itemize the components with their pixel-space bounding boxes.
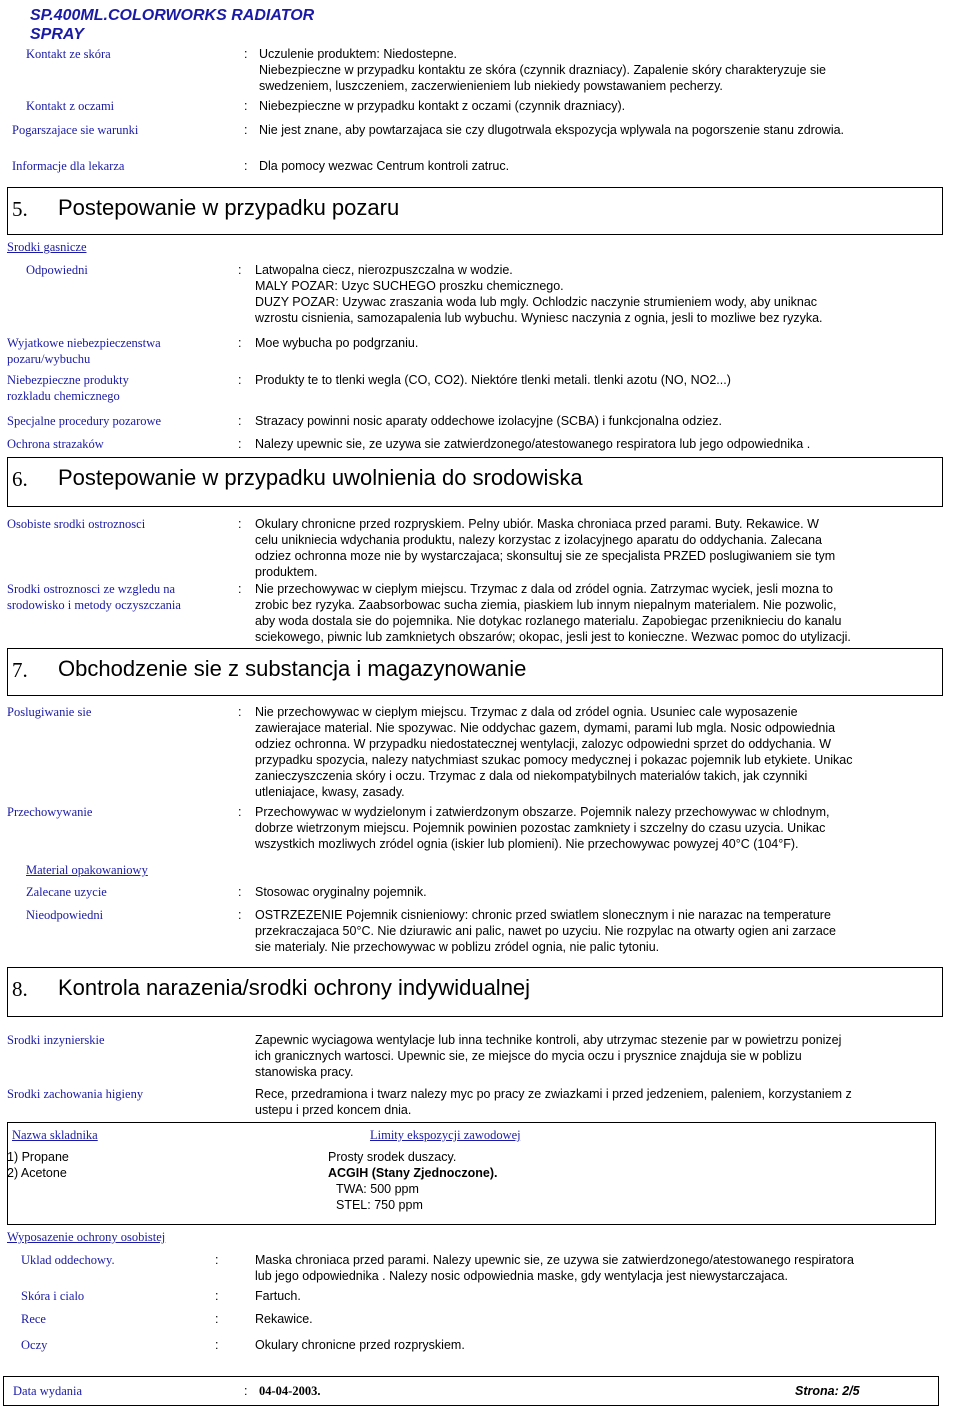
extinguishing-media-label: Srodki gasnicze [7, 240, 87, 254]
packaging-material-label: Material opakowaniowy [26, 863, 148, 877]
colon: : [238, 336, 242, 350]
environmental-precautions-label: Srodki ostroznosci ze wzgledu na srodowisko i metody oczyszczania [7, 582, 181, 612]
special-procedures-value: Strazacy powinni nosic aparaty oddechowe izolacyjne (SCBA) i funkcjonalna odziez. [255, 414, 722, 428]
section-heading: Kontrola narazenia/srodki ochrony indywidualnej [58, 975, 531, 1000]
suitable-media-value: Latwopalna ciecz, nierozpuszczalna w wodzie. MALY POZAR: Uzyc SUCHEGO proszku chemicznego. DUZY POZAR: Uzywac zraszania woda lub mgly. Ochlodzic naczynie strumieniem wody, aby uniknac wzrostu cisnienia, samozapalenia lub wybuchu. Wyniesc naczynia z ognia, jesli to mozliwe bez ryzyka. [255, 263, 823, 325]
eyes-value: Okulary chronicne przed rozpryskiem. [255, 1338, 465, 1352]
colon: : [238, 908, 242, 922]
section-number: 8. [12, 977, 28, 1001]
table-cell-limit: ACGIH (Stany Zjednoczone). [328, 1166, 498, 1180]
colon: : [215, 1253, 219, 1267]
colon: : [238, 263, 242, 277]
issue-date-value: 04-04-2003. [259, 1384, 321, 1398]
hands-label: Rece [21, 1312, 46, 1326]
colon: : [244, 1384, 248, 1398]
handling-label: Poslugiwanie sie [7, 705, 92, 719]
hands-value: Rekawice. [255, 1312, 313, 1326]
colon: : [215, 1312, 219, 1326]
recommended-use-label: Zalecane uzycie [26, 885, 107, 899]
unsuitable-value: OSTRZEZENIE Pojemnik cisnieniowy: chronic przed swiatlem slonecznym i nie narazac na temperature przekraczajaca 50°C. Nie dziurawic ani palic, nawet po uzyciu. Nie rozpylac na otwarty ogien ani zarzace sie materialy. Nie przechowywac w poblizu zródel ognia, nie palic tytoniu. [255, 908, 836, 954]
section-number: 7. [12, 658, 28, 682]
personal-precautions-label: Osobiste srodki ostroznosci [7, 517, 146, 531]
colon: : [238, 373, 242, 387]
eyes-label: Oczy [21, 1338, 48, 1352]
colon: : [244, 47, 248, 61]
colon: : [215, 1338, 219, 1352]
engineering-measures-value: Zapewnic wyciagowa wentylacje lub inna technike kontroli, aby utrzymac stezenie par w powietrzu ponizej ich granicznych wartosci. Upewnic sie, ze miejsce do mycia oczu i prysznice znajduja sie w poblizu stanowiska pracy. [255, 1033, 842, 1079]
colon: : [238, 582, 242, 596]
skin-contact-label: Kontakt ze skóra [26, 47, 111, 61]
aggravated-conditions-value: Nie jest znane, aby powtarzajaca sie czy dlugotrwala ekspozycja wplywala na pogorszenie stanu zdrowia. [259, 123, 845, 137]
colon: : [244, 99, 248, 113]
table-header-ingredient: Nazwa skladnika [12, 1128, 98, 1142]
suitable-media-label: Odpowiedni [26, 263, 88, 277]
colon: : [244, 123, 248, 137]
handling-value: Nie przechowywac w cieplym miejscu. Trzymac z dala od zródel ognia. Usuniec cale wyposazenie zawierajace material. Nie spozywac. Nie oddychac gazem, dymami, parami lub mgla. Nosic odpowiednia odziez ochronna. W przypadku niedostatecznej wentylacji, zalozyc odpowiedni sprzet do oddychania. W przypadku spozycia, nalezy natychmiast szukac pomocy medycznej i pokazac pojemnik lub etykiete. Unikac zanieczyszczenia skóry i oczu. Trzymac z dala od niekompatybilnych materialów takich, jak czynniki utleniajace, kwasy, zasady. [255, 705, 853, 799]
decomposition-products-value: Produkty te to tlenki wegla (CO, CO2). Niektóre tlenki metali. tlenki azotu (NO, NO2...) [255, 373, 731, 387]
aggravated-conditions-label: Pogarszajace sie warunki [12, 123, 139, 137]
section-5-header [7, 187, 943, 235]
respiratory-value: Maska chroniaca przed parami. Nalezy upewnic sie, ze uzywa sie zatwierdzonego/atestowanego respiratora lub jego odpowiednika . Nalezy nosic odpowiednia maske, gdy wentylacja jest niewystarczajaca. [255, 1253, 854, 1283]
respiratory-label: Uklad oddechowy. [21, 1253, 115, 1267]
eye-contact-value: Niebezpieczne w przypadku kontakt z oczami (czynnik drazniacy). [259, 99, 626, 113]
personal-precautions-value: Okulary chronicne przed rozpryskiem. Pelny ubiór. Maska chroniaca przed parami. Buty. Rekawice. W celu unikniecia wdychania produktu, nalezy korzystac z izolacyjnego aparatu do oddychania. Zalecana odziez ochronna moze nie by wystarczajaca; skonsultuj sie ze specjalista PRZED poslugiwaniem sie tym produktem. [255, 517, 836, 579]
section-number: 5. [12, 197, 28, 221]
special-procedures-label: Specjalne procedury pozarowe [7, 414, 162, 428]
page-number: Strona: 2/5 [795, 1384, 860, 1398]
hygiene-measures-value: Rece, przedramiona i twarz nalezy myc po pracy ze zwiazkami i przed jedzeniem, paleniem, korzystaniem z ustepu i przed koncem dnia. [255, 1087, 852, 1117]
physician-info-label: Informacje dla lekarza [12, 159, 125, 173]
table-row: 2) Acetone [7, 1166, 67, 1180]
colon: : [238, 885, 242, 899]
firefighter-protection-label: Ochrona strazaków [7, 437, 104, 451]
unsuitable-label: Nieodpowiedni [26, 908, 104, 922]
colon: : [244, 159, 248, 173]
fire-hazards-label: Wyjatkowe niebezpieczenstwa pozaru/wybuchu [7, 336, 161, 366]
table-header-limits: Limity ekspozycji zawodowej [370, 1128, 521, 1142]
section-7-header [7, 648, 943, 696]
table-cell-twa: TWA: 500 ppm [336, 1182, 419, 1196]
ppe-label: Wyposazenie ochrony osobistej [7, 1230, 166, 1244]
section-number: 6. [12, 467, 28, 491]
environmental-precautions-value: Nie przechowywac w cieplym miejscu. Trzymac z dala od zródel ognia. Zatrzymac wyciek, jesli mozna to zrobic bez ryzyka. Zaabsorbowac sucha ziemia, piaskiem lub innym niepalnym materialem. Nie pozwolic, aby woda dostala sie do pojemnika. Nie dotykac rozlanego materialu. Zapobiegac przeniknieciu do kanalu sciekowego, piwnic lub zamknietych obszarów; okopac, jesli jest to konieczne. Wezwac pomoc do utylizacji. [255, 582, 851, 644]
physician-info-value: Dla pomocy wezwac Centrum kontroli zatruc. [259, 159, 510, 173]
table-cell-limit: Prosty srodek duszacy. [328, 1150, 457, 1164]
colon: : [238, 705, 242, 719]
colon: : [238, 414, 242, 428]
fire-hazards-value: Moe wybucha po podgrzaniu. [255, 336, 419, 350]
colon: : [238, 517, 242, 531]
engineering-measures-label: Srodki inzynierskie [7, 1033, 105, 1047]
colon: : [238, 805, 242, 819]
skin-body-value: Fartuch. [255, 1289, 301, 1303]
hygiene-measures-label: Srodki zachowania higieny [7, 1087, 144, 1101]
eye-contact-label: Kontakt z oczami [26, 99, 115, 113]
section-heading: Postepowanie w przypadku pozaru [58, 195, 400, 220]
table-cell-stel: STEL: 750 ppm [336, 1198, 423, 1212]
colon: : [215, 1289, 219, 1303]
document-title: SP.400ML.COLORWORKS RADIATOR SPRAY [30, 7, 315, 43]
table-row: 1) Propane [7, 1150, 69, 1164]
section-heading: Obchodzenie sie z substancja i magazynowanie [58, 656, 527, 681]
skin-contact-value: Uczulenie produktem: Niedostepne. Niebezpieczne w przypadku kontaktu ze skóra (czynnik drazniacy). Zapalenie skóry charakteryzuje sie swedzeniem, luszczeniem, zaczerwienieniem lub niekiedy powstawaniem pecherzy. [259, 47, 826, 93]
firefighter-protection-value: Nalezy upewnic sie, ze uzywa sie zatwierdzonego/atestowanego respiratora lub jego odpowiednika . [255, 437, 811, 451]
recommended-use-value: Stosowac oryginalny pojemnik. [255, 885, 427, 899]
section-6-header [7, 457, 943, 507]
colon: : [238, 437, 242, 451]
storage-value: Przechowywac w wydzielonym i zatwierdzonym obszarze. Pojemnik nalezy przechowywac w chlodnym, dobrze wietrzonym miejscu. Pojemnik powinien pozostac zamkniety i szczelny do czasu uzycia. Unikac wszystkich mozliwych zródel ognia (iskier lub plomieni). Nie przechowywac powyzej 40°C (104°F). [255, 805, 830, 851]
issue-date-label: Data wydania [13, 1384, 83, 1398]
storage-label: Przechowywanie [7, 805, 93, 819]
skin-body-label: Skóra i cialo [21, 1289, 85, 1303]
section-8-header [7, 967, 943, 1017]
section-heading: Postepowanie w przypadku uwolnienia do srodowiska [58, 465, 583, 490]
decomposition-products-label: Niebezpieczne produkty rozkladu chemicznego [7, 373, 129, 403]
